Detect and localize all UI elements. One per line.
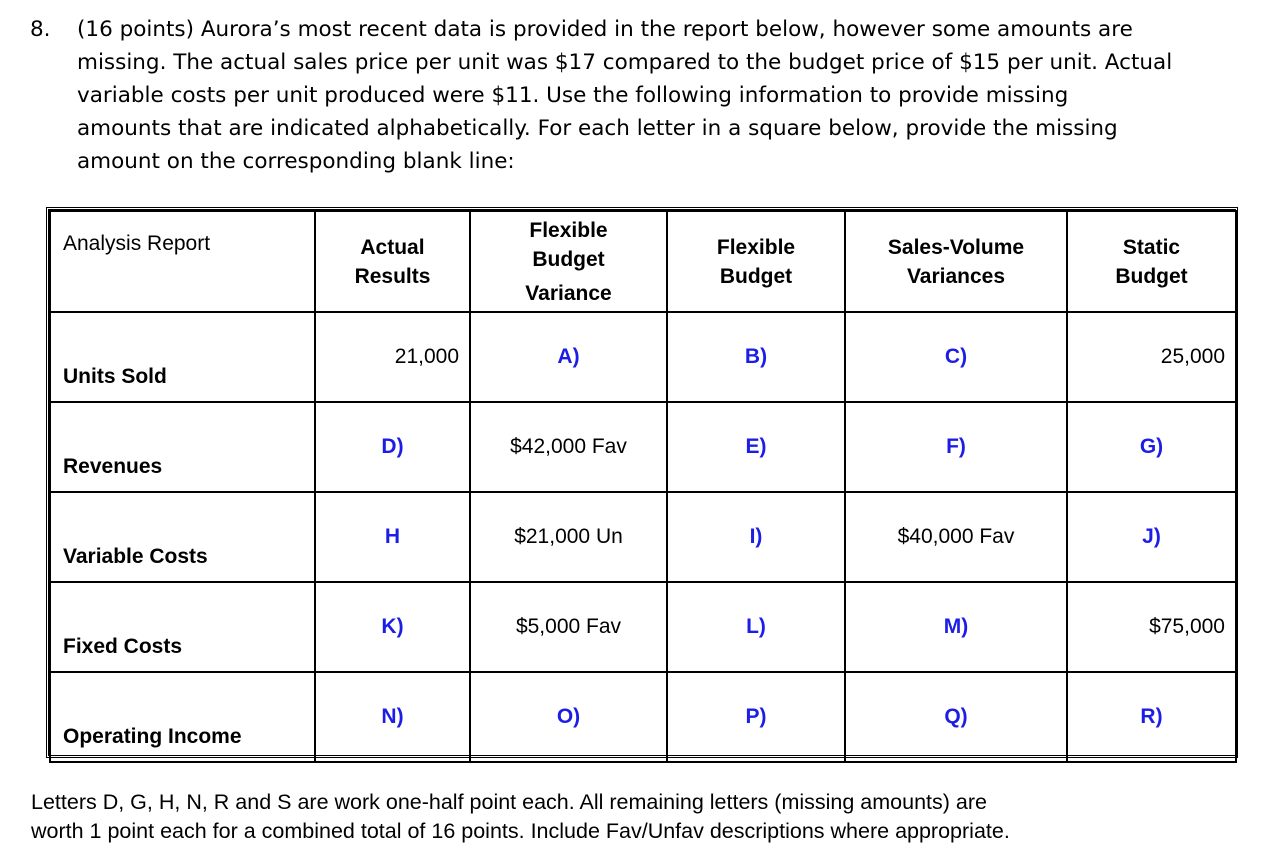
cell-blank-letter: L): [746, 615, 766, 638]
header-text: Static: [1122, 235, 1181, 259]
cell-flex-budget: [667, 672, 845, 762]
cell-static: [1067, 312, 1236, 402]
header-text: Results: [354, 264, 431, 288]
cell-blank-letter: D): [381, 435, 404, 458]
header-text: Variances: [906, 264, 1006, 288]
cell-blank-letter: Q): [944, 705, 968, 728]
header-text: Flexible: [716, 235, 796, 259]
cell-actual: [315, 492, 470, 582]
question-line: amounts that are indicated alphabetically. For each letter in a square below, provide the missing: [77, 116, 1118, 141]
row-label: Operating Income: [63, 725, 242, 748]
cell-flex-variance: [470, 492, 667, 582]
footer-note: [31, 788, 1251, 846]
cell-static: [1067, 672, 1236, 762]
header-flexible-budget-variance: [470, 211, 667, 312]
header-text: Budget: [1115, 264, 1188, 288]
header-analysis-report: [50, 211, 315, 312]
row-label-cell: [50, 402, 315, 492]
cell-actual: [315, 402, 470, 492]
cell-value: $5,000 Fav: [515, 615, 622, 638]
cell-flex-budget: [667, 402, 845, 492]
cell-blank-letter: N): [381, 705, 404, 728]
cell-value: $42,000 Fav: [510, 435, 627, 458]
row-label: Variable Costs: [63, 545, 208, 568]
row-label-cell: [50, 492, 315, 582]
cell-blank-letter: R): [1140, 705, 1163, 728]
cell-flex-budget: [667, 312, 845, 402]
cell-sales-volume: [845, 402, 1067, 492]
cell-value: 21,000: [394, 345, 459, 368]
row-label-cell: [50, 582, 315, 672]
header-text: Budget: [719, 264, 793, 288]
cell-static: [1067, 402, 1236, 492]
cell-sales-volume: [845, 672, 1067, 762]
footer-line: worth 1 point each for a combined total of 16 points. Include Fav/Unfav descriptions where appropriate.: [31, 819, 1010, 843]
header-text: Flexible: [529, 218, 608, 242]
footer-line: Letters D, G, H, N, R and S are work one-half point each. All remaining letters (missing amounts) are: [31, 790, 987, 814]
cell-blank-letter: O): [556, 705, 581, 728]
cell-flex-variance: [470, 402, 667, 492]
cell-sales-volume: [845, 582, 1067, 672]
row-label: Fixed Costs: [63, 635, 183, 658]
question-line: amount on the corresponding blank line:: [77, 149, 515, 174]
cell-flex-variance: [470, 582, 667, 672]
cell-flex-budget: [667, 492, 845, 582]
header-actual-results: [315, 211, 470, 312]
cell-blank-letter: G): [1139, 435, 1164, 458]
cell-blank-letter: K): [381, 615, 404, 638]
header-label: Analysis Report: [63, 232, 211, 255]
header-sales-volume-variances: [845, 211, 1067, 312]
cell-flex-variance: [470, 312, 667, 402]
cell-flex-variance: [470, 672, 667, 762]
cell-static: [1067, 582, 1236, 672]
row-revenues: [50, 402, 1236, 492]
header-text: Actual: [360, 235, 425, 259]
row-variable-costs: [50, 492, 1236, 582]
header-flexible-budget: [667, 211, 845, 312]
cell-actual: [315, 312, 470, 402]
analysis-report-table: [46, 207, 1238, 758]
header-text: Variance: [525, 281, 612, 305]
cell-blank-letter: I): [749, 525, 763, 548]
cell-blank-letter: E): [745, 435, 767, 458]
cell-sales-volume: [845, 312, 1067, 402]
cell-blank-letter: M): [943, 615, 969, 638]
row-units-sold: [50, 312, 1236, 402]
header-text: Budget: [532, 247, 605, 271]
header-row: [50, 211, 1236, 312]
question-number: 8.: [30, 17, 51, 42]
cell-blank-letter: P): [745, 705, 767, 728]
question-line: variable costs per unit produced were $11. Use the following information to provide missing: [77, 83, 1069, 108]
question-text: [77, 13, 1237, 178]
row-fixed-costs: [50, 582, 1236, 672]
cell-value: $40,000 Fav: [897, 525, 1015, 548]
cell-blank-letter: H: [384, 525, 401, 548]
cell-blank-letter: C): [944, 345, 968, 368]
question-line: missing. The actual sales price per unit was $17 compared to the budget price of $15 per unit. Actual: [77, 50, 1173, 75]
cell-actual: [315, 672, 470, 762]
row-label-cell: [50, 312, 315, 402]
cell-blank-letter: A): [557, 345, 580, 368]
question-line: (16 points) Aurora’s most recent data is provided in the report below, however some amounts are: [77, 17, 1133, 42]
cell-value: $21,000 Un: [514, 525, 623, 548]
cell-static: [1067, 492, 1236, 582]
cell-blank-letter: B): [744, 345, 768, 368]
cell-blank-letter: F): [946, 435, 966, 458]
row-label-cell: [50, 672, 315, 762]
row-label: Revenues: [63, 455, 163, 478]
row-label: Units Sold: [63, 365, 167, 388]
cell-value: 25,000: [1160, 345, 1225, 368]
cell-value: $75,000: [1149, 615, 1225, 638]
cell-blank-letter: J): [1142, 525, 1161, 548]
header-static-budget: [1067, 211, 1236, 312]
cell-flex-budget: [667, 582, 845, 672]
header-text: Sales-Volume: [887, 235, 1025, 259]
row-operating-income: [50, 672, 1236, 762]
cell-actual: [315, 582, 470, 672]
cell-sales-volume: [845, 492, 1067, 582]
